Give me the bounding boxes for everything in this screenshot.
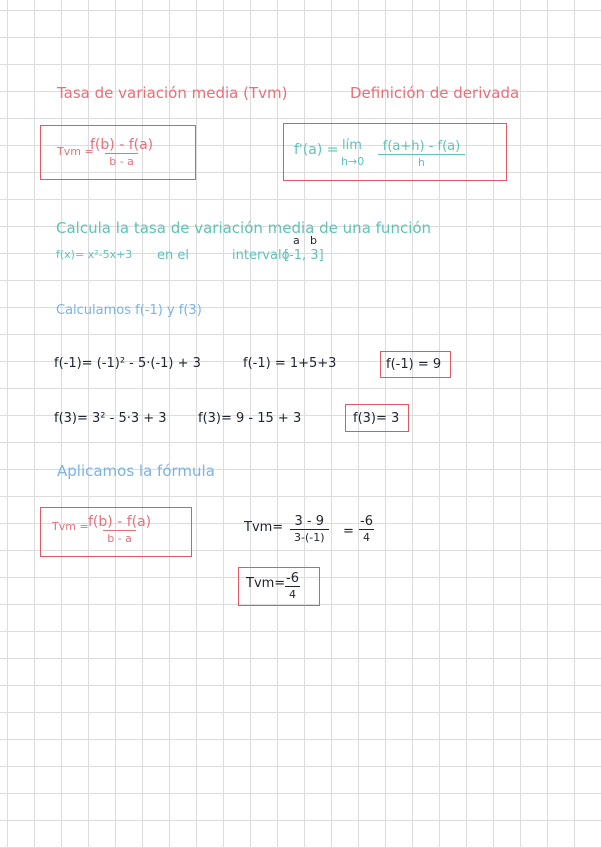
apply-step-numerator: 3 - 9: [294, 514, 325, 529]
final-result-denominator: 4: [285, 586, 300, 601]
tvm-denominator: b - a: [105, 153, 138, 168]
calc-f3-result: f(3)= 3: [353, 411, 400, 426]
tvm-numerator: f(b) - f(a): [90, 137, 154, 153]
exercise-intervalo: intervalo: [232, 248, 290, 263]
derivada-lhs: f'(a) =: [294, 142, 339, 158]
interval-b-label: b: [310, 234, 317, 247]
calc-f-minus1-sum: f(-1) = 1+5+3: [243, 356, 337, 371]
calc-heading: Calculamos f(-1) y f(3): [56, 303, 202, 318]
apply-step-equals: =: [343, 524, 354, 539]
apply-formula-numerator: f(b) - f(a): [88, 514, 152, 530]
calc-f-minus1-expansion: f(-1)= (-1)² - 5·(-1) + 3: [54, 356, 201, 371]
apply-formula-fraction: [86, 514, 153, 545]
limit-subscript: h→0: [341, 155, 365, 168]
final-result-fraction: [284, 571, 301, 601]
title-tvm: Tasa de variación media (Tvm): [57, 84, 288, 102]
tvm-fraction: [88, 137, 155, 168]
apply-step-label: Tvm=: [244, 520, 284, 535]
final-result-label: Tvm=: [246, 576, 286, 591]
apply-formula-label: Tvm =: [52, 520, 89, 533]
derivada-numerator: f(a+h) - f(a): [382, 139, 461, 154]
exercise-statement: Calcula la tasa de variación media de una función: [56, 219, 432, 237]
exercise-interval: [-1, 3]: [284, 248, 324, 263]
derivada-denominator: h: [378, 154, 465, 169]
apply-step-simplified-numerator: -6: [360, 514, 373, 529]
apply-step-simplified: [358, 514, 375, 544]
exercise-en-el: en el: [157, 248, 189, 263]
apply-formula-denominator: b - a: [103, 530, 136, 545]
tvm-label: Tvm =: [57, 145, 94, 158]
final-result-numerator: -6: [286, 571, 299, 586]
apply-step-fraction: [290, 514, 329, 544]
calc-f3-expansion: f(3)= 3² - 5·3 + 3: [54, 411, 167, 426]
exercise-function: f(x)= x²-5x+3: [56, 248, 133, 261]
title-derivada: Definición de derivada: [350, 84, 520, 102]
interval-a-label: a: [293, 234, 300, 247]
derivada-fraction: [378, 139, 465, 169]
apply-step-simplified-denominator: 4: [359, 529, 374, 544]
apply-step-denominator: 3-(-1): [290, 529, 329, 544]
limit-symbol: lím: [342, 138, 362, 153]
calc-f3-sum: f(3)= 9 - 15 + 3: [198, 411, 302, 426]
apply-heading: Aplicamos la fórmula: [57, 462, 215, 480]
calc-f-minus1-result: f(-1) = 9: [386, 357, 442, 372]
